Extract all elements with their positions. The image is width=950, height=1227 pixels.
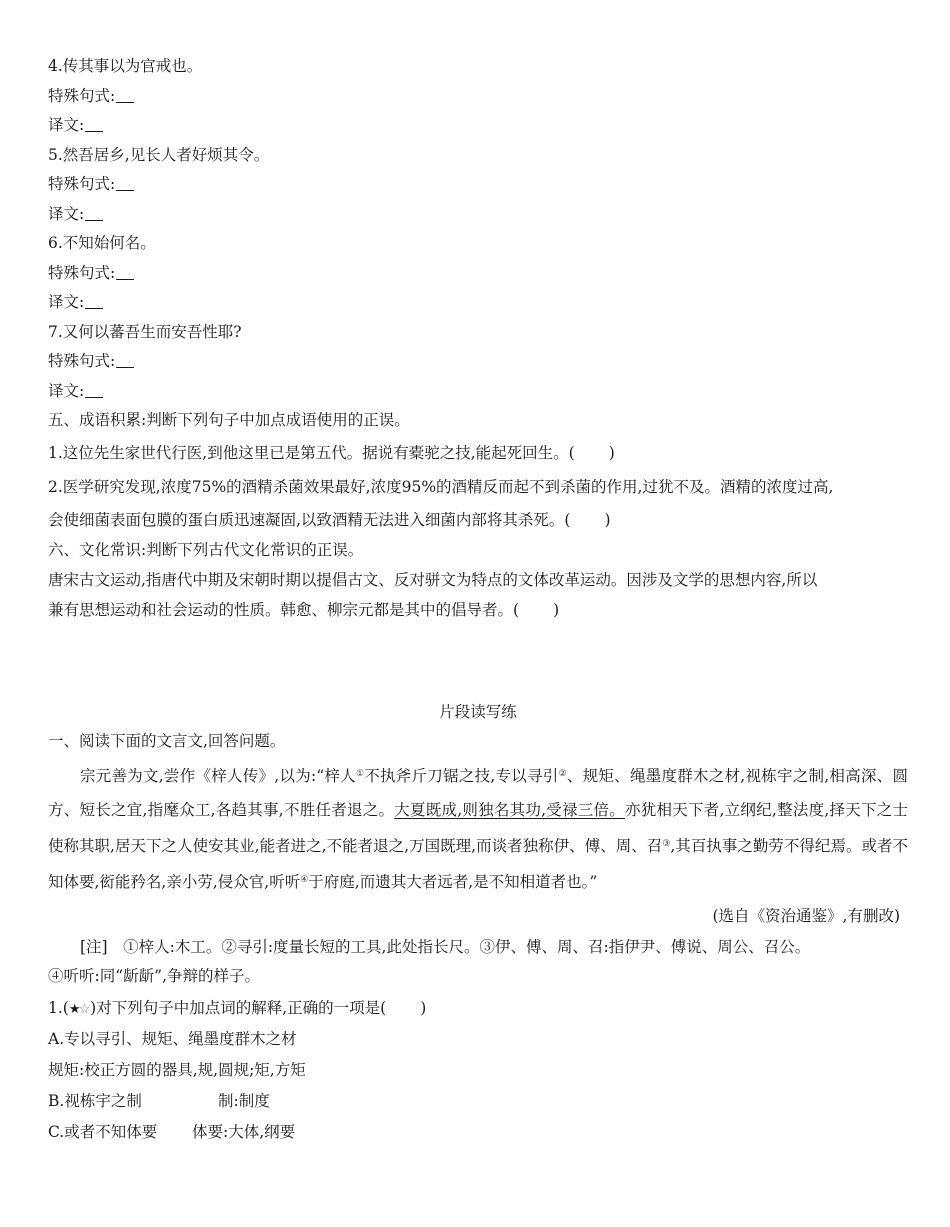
translation-label: 译文: <box>48 204 85 223</box>
practice-heading: 片段读写练 <box>439 703 517 721</box>
item-6-sentence: 6.不知始何名。 <box>48 234 156 252</box>
idiom-question-2-line1: 2.医学研究发现,浓度75%的酒精杀菌效果最好,浓度95%的酒精反而起不到杀菌的作用,过犹不及。酒精的浓度过高, <box>48 477 834 496</box>
section-culture <box>48 536 908 626</box>
footnote-marker: ① <box>355 768 365 779</box>
option-a-sentence[interactable]: A.专以寻引、规矩、绳墨度群木之材 <box>48 1029 297 1048</box>
practice-question-intro: 一、阅读下面的文言文,回答问题。 <box>48 732 286 750</box>
answer-blank[interactable] <box>85 115 103 132</box>
item-5-pattern <box>48 170 908 200</box>
underlined-sentence: 大夏既成,则独名其功,受禄三倍。 <box>394 800 626 819</box>
item-7-pattern <box>48 347 908 377</box>
option-b-explanation: 制:制度 <box>218 1091 270 1110</box>
item-4-sentence: 4.传其事以为官戒也。 <box>48 57 203 75</box>
section-5-title: 五、成语积累:判断下列句子中加点成语使用的正误。 <box>48 411 410 429</box>
culture-paragraph-line1: 唐宋古文运动,指唐代中期及宋朝时期以提倡古文、反对骈文为特点的文体改革运动。因涉及文学的思想内容,所以 <box>48 571 818 589</box>
option-b-sentence: B.视栋宇之制 <box>48 1091 142 1110</box>
answer-blank[interactable] <box>85 381 103 398</box>
question-1: 1.(★☆)对下列句子中加点词的解释,正确的一项是( ) <box>48 998 427 1017</box>
option-c-sentence: C.或者不知体要 <box>48 1122 158 1141</box>
translation-label: 译文: <box>48 293 85 311</box>
answer-blank[interactable] <box>116 263 134 280</box>
option-b[interactable] <box>48 1086 908 1117</box>
sentence-translation-items <box>48 52 908 406</box>
pattern-label: 特殊句式: <box>48 263 116 282</box>
answer-blank[interactable] <box>85 292 103 309</box>
answer-blank[interactable] <box>85 204 103 221</box>
difficulty-star-filled-icon: ★ <box>68 1001 79 1017</box>
practice-section <box>48 697 908 1148</box>
item-5-sentence: 5.然吾居乡,见长人者好烦其令。 <box>48 145 270 164</box>
item-6-pattern <box>48 259 908 289</box>
footnote-marker: ④ <box>300 874 309 885</box>
culture-paragraph-line2: 兼有思想运动和社会运动的性质。韩愈、柳宗元都是其中的倡导者。( ) <box>48 601 560 619</box>
answer-blank[interactable] <box>116 86 134 103</box>
translation-label: 译文: <box>48 381 85 400</box>
answer-blank[interactable] <box>116 351 134 368</box>
idiom-question-1: 1.这位先生家世代行医,到他这里已是第五代。据说有橐驼之技,能起死回生。( ) <box>48 443 615 462</box>
section-6-title: 六、文化常识:判断下列古代文化常识的正误。 <box>48 540 364 559</box>
pattern-label: 特殊句式: <box>48 352 116 370</box>
item-7-sentence: 7.又何以蕃吾生而安吾性耶? <box>48 322 242 341</box>
footnote-marker: ③ <box>662 838 671 849</box>
item-7-translation <box>48 377 908 407</box>
item-6-translation <box>48 288 908 318</box>
answer-blank[interactable] <box>116 174 134 191</box>
translation-label: 译文: <box>48 116 85 134</box>
section-idioms <box>48 406 908 536</box>
idiom-question-2-line2: 会使细菌表面包膜的蛋白质迅速凝固,以致酒精无法进入细菌内部将其杀死。( ) <box>48 510 611 529</box>
passage-source: (选自《资治通鉴》,有删改) <box>712 906 900 925</box>
document-page <box>48 52 908 1148</box>
item-5-translation <box>48 200 908 230</box>
option-c-explanation: 体要:大体,纲要 <box>192 1122 296 1141</box>
footnote-marker: ② <box>558 768 567 779</box>
difficulty-star-hollow-icon: ☆ <box>78 1001 91 1017</box>
option-a-explanation: 规矩:校正方圆的器具,规,圆规;矩,方矩 <box>48 1060 306 1079</box>
notes-line-1: [注] ①梓人:木工。②寻引:度量长短的工具,此处指长尺。③伊、傅、周、召:指伊尹、傅说、周公、召公。 <box>80 937 811 956</box>
pattern-label: 特殊句式: <box>48 175 116 193</box>
pattern-label: 特殊句式: <box>48 86 116 105</box>
item-4-pattern <box>48 82 908 112</box>
option-c[interactable] <box>48 1117 908 1148</box>
item-4-translation <box>48 111 908 141</box>
notes-line-2: ④听听:同“龂龂”,争辩的样子。 <box>48 967 260 985</box>
classical-passage: 宗元善为文,尝作《梓人传》,以为:“梓人①不执斧斤刀锯之技,专以寻引②、规矩、绳墨度群木之材,视栋宇之制,相高深、圆方、短长之宜,指麾众工,各趋其事,不胜任者退之。大夏既成,则独名其功,受禄三倍。亦犹相天下者,立纲纪,整法度,择天下之士使称其职,居天下之人使安其业,能者进之,不能者退之,万国既理,而谈者独称伊、傅、周、召③,其百执事之勤劳不得纪焉。或者不知体要,衒能矜名,亲小劳,侵众官,听听④于府庭,而遗其大者远者,是不知相道者也。” <box>48 766 909 891</box>
